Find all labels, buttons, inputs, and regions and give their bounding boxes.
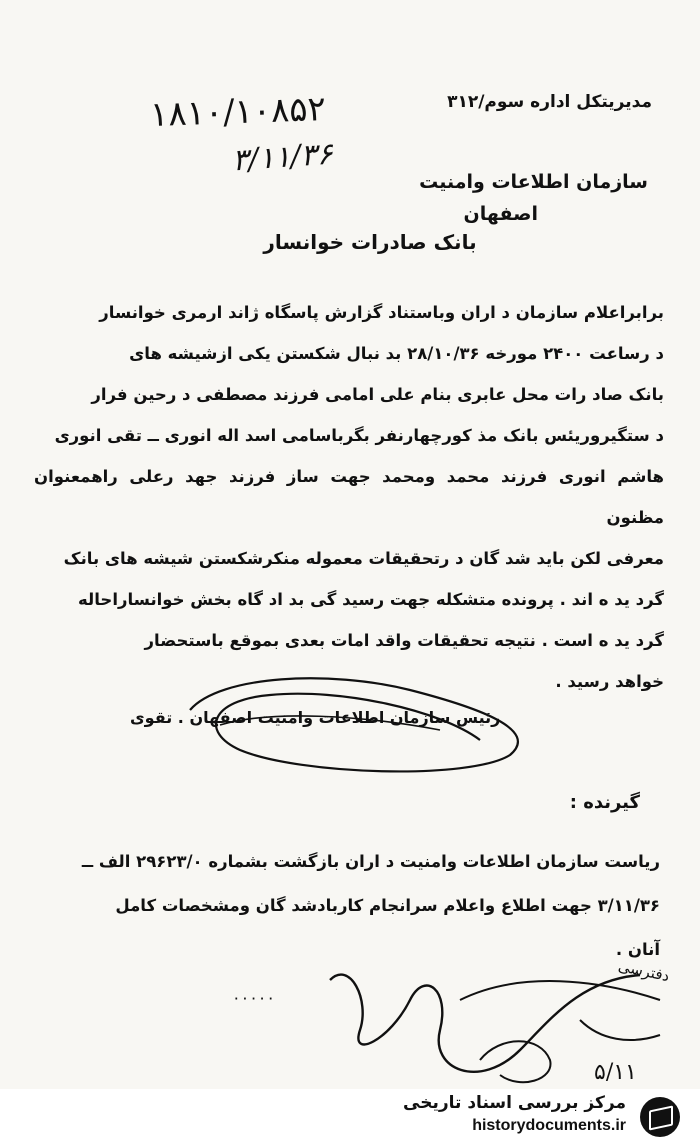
body-line: خواهد رسید . xyxy=(555,672,664,691)
cc-line: آنان . xyxy=(615,940,660,959)
body-line: گرد ید ه اند . پرونده متشکله جهت رسید گی بد اد گاه بخش خوانساراحاله xyxy=(78,590,664,609)
body-line: بانک صاد رات محل عابری بنام علی امامی فرزند مصطفی د رحین فرار xyxy=(91,385,664,404)
reference-number: مدیریتکل اداره سوم/۳۱۲ xyxy=(447,92,652,112)
subject-line: بانک صادرات خوانسار xyxy=(263,230,477,254)
body-line: برابراعلام سازمان د اران وباستناد گزارش پاسگاه ژاند ارمری خوانسار xyxy=(99,303,664,322)
handwritten-date: ۳/۱۱/۳۶ xyxy=(230,136,334,179)
bottom-note-bottom: ۵/۱۱ xyxy=(594,1060,637,1085)
cc-line: ریاست سازمان اطلاعات وامنیت د اران بازگشت بشماره ۲۹۶۲۳/۰ الف ــ xyxy=(81,852,660,871)
body-line: معرفی لکن باید شد گان د رتحقیقات معموله منکرشکستن شیشه های بانک xyxy=(63,549,664,568)
footer-watermark xyxy=(0,1089,700,1145)
bottom-note-top: دفترسی xyxy=(616,956,672,986)
archive-logo-icon xyxy=(640,1097,680,1137)
body-line: گرد ید ه است . نتیجه تحقیقات واقد امات بعدی بموقع باستحضار xyxy=(144,631,664,650)
body-line: د ستگیروریئس بانک مذ کورچهارنفر بگرباسامی اسد اله انوری ــ تقی انوری xyxy=(54,426,664,445)
cc-line: ۳/۱۱/۳۶ جهت اطلاع واعلام سرانجام کاربادشد گان ومشخصات کامل xyxy=(115,896,660,915)
recipient-block xyxy=(419,166,648,230)
footer-title: مرکز بررسی اسناد تاریخی xyxy=(403,1093,626,1113)
bottom-dots: ۰۰۰۰۰ xyxy=(232,988,275,1007)
signature-line: رئیس سازمان اطلاعات وامنیت اصفهان . تقوی xyxy=(130,708,501,727)
recipient-org: سازمان اطلاعات وامنیت xyxy=(419,171,648,193)
cc-heading: گیرنده : xyxy=(569,792,640,813)
body-line: د رساعت ۲۴۰۰ مورخه ۲۸/۱۰/۳۶ بد نبال شکستن یکی ازشیشه های xyxy=(129,344,664,363)
recipient-city: اصفهان xyxy=(463,203,538,225)
letter-body xyxy=(34,292,664,702)
footer-url[interactable]: historydocuments.ir xyxy=(472,1117,626,1134)
handwritten-number: ۱۸۱۰/۱۰۸۵۲ xyxy=(149,88,327,136)
body-line: هاشم انوری فرزند محمد ومحمد جهت ساز فرزند جهد رعلی راهمعنوان مظنون xyxy=(34,467,664,527)
